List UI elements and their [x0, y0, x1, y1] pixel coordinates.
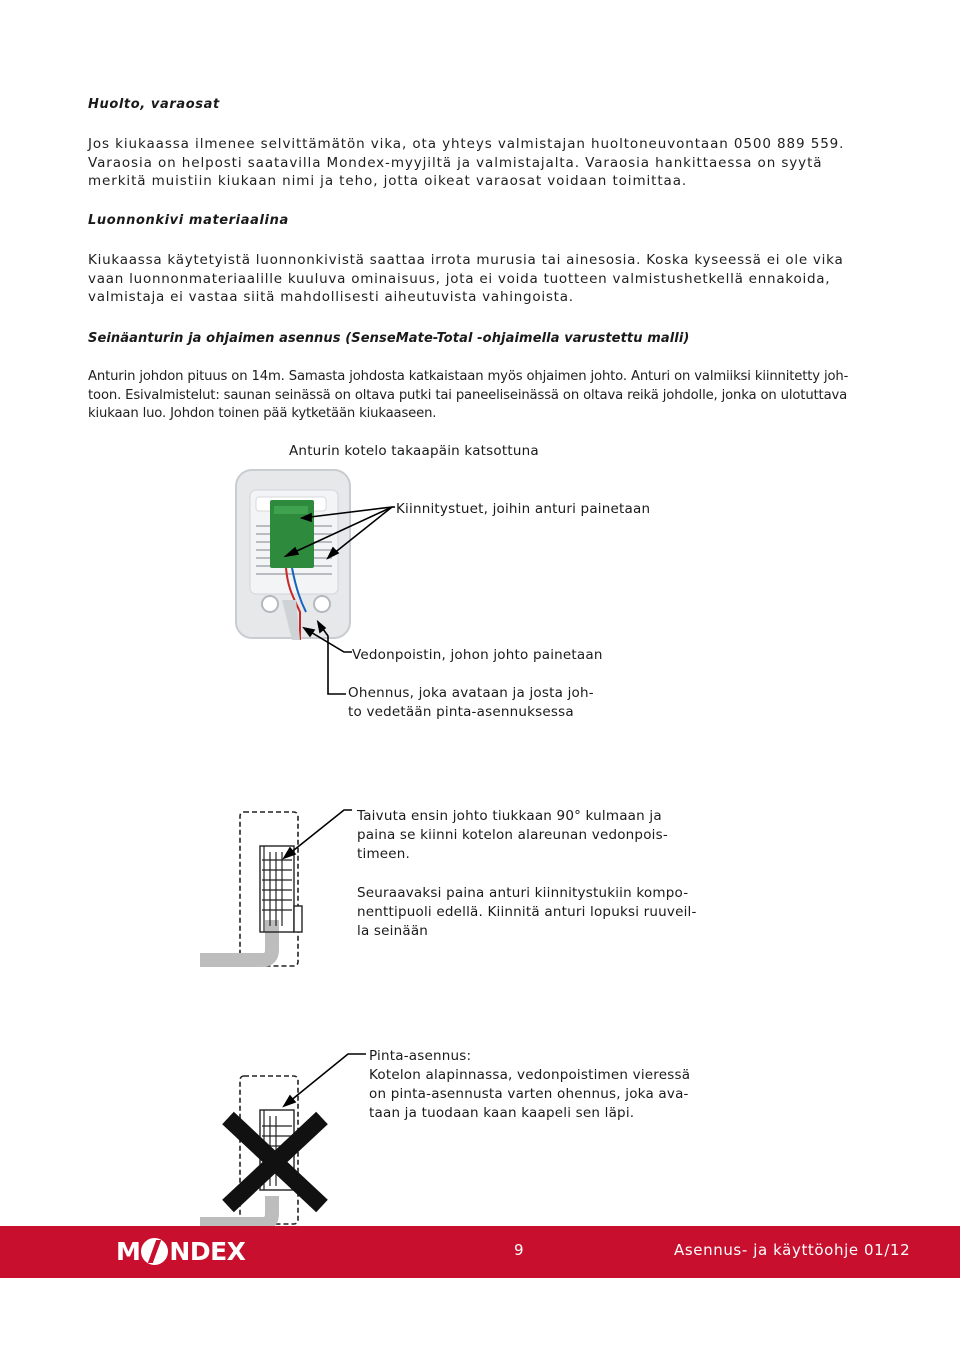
- text-line: Seuraavaksi paina anturi kiinnitystukiin kompo-: [357, 885, 689, 901]
- document-title: Asennus- ja käyttöohje 01/12: [674, 1241, 911, 1259]
- text-line: to vedetään pinta-asennuksessa: [348, 704, 574, 720]
- label-thinning: [348, 684, 594, 722]
- label-supports: Kiinnitystuet, joihin anturi painetaan: [396, 501, 651, 517]
- heading-install: Seinäanturin ja ohjaimen asennus (SenseMate-Total -ohjaimella varustettu malli): [88, 331, 690, 346]
- text-line: Kiukaassa käytetyistä luonnonkivistä saattaa irrota murusia tai ainesosia. Koska kyseessä ei ole vika: [88, 252, 844, 268]
- not-allowed-cross-icon: [228, 1118, 322, 1206]
- text-line: valmistaja ei vastaa siitä mahdollisesti aiheutuvista vahingoista.: [88, 289, 574, 305]
- heading-stone: Luonnonkivi materiaalina: [88, 213, 289, 228]
- figure-title: Anturin kotelo takaapäin katsottuna: [289, 443, 539, 459]
- text-line: merkitä muistiin kiukaan nimi ja teho, jotta oikeat varaosat voidaan toimittaa.: [88, 173, 688, 189]
- wall-step-text-a: [357, 807, 668, 864]
- text-line: toon. Esivalmistelut: saunan seinässä on oltava putki tai paneeliseinässä on oltava reikä johdolle, jonka on ulotuttava: [88, 387, 848, 403]
- text-line: vaan luonnonmateriaalille kuuluva ominaisuus, jota ei voida tuotteen valmistushetkellä ennakoida,: [88, 270, 831, 287]
- text-line: Kotelon alapinnassa, vedonpoistimen vieressä: [369, 1067, 691, 1083]
- logo-text-right: NDEX: [169, 1236, 246, 1266]
- mondex-logo: [116, 1236, 245, 1266]
- callout-wall: [284, 810, 352, 858]
- text-line: Anturin johdon pituus on 14m. Samasta johdosta katkaistaan myös ohjaimen johto. Anturi on valmiiksi kiinnitetty joh-: [88, 369, 849, 384]
- heading-service: Huolto, varaosat: [88, 97, 220, 112]
- text-line: Taivuta ensin johto tiukkaan 90° kulmaan ja: [357, 808, 662, 824]
- text-line: on pinta-asennusta varten ohennus, joka ava-: [369, 1086, 689, 1102]
- callout-surface: [284, 1054, 366, 1106]
- text-line: Jos kiukaassa ilmenee selvittämätön vika, ota yhteys valmistajan huoltoneuvontaan 0500 889 559.: [88, 136, 845, 152]
- label-strain-relief: Vedonpoistin, johon johto painetaan: [352, 647, 603, 663]
- text-line: kiukaan luo. Johdon toinen pää kytketään kiukaaseen.: [88, 406, 437, 421]
- text-line: paina se kiinni kotelon alareunan vedonpois-: [357, 827, 668, 843]
- wall-mount-diagram: [200, 812, 302, 966]
- text-line: taan ja tuodaan kaan kaapeli sen läpi.: [369, 1105, 635, 1121]
- text-line: Ohennus, joka avataan ja josta joh-: [348, 685, 594, 701]
- wall-step-text-b: [357, 884, 697, 941]
- logo-o-icon: [141, 1238, 168, 1265]
- page-number: 9: [514, 1241, 524, 1259]
- logo-text-left: M: [116, 1236, 141, 1266]
- surface-step-text: [369, 1047, 690, 1123]
- text-line: Varaosia on helposti saatavilla Mondex-myyjiltä ja valmistajalta. Varaosia hankittaessa on syytä: [88, 154, 823, 171]
- text-line: la seinään: [357, 923, 429, 939]
- text-line: Pinta-asennus:: [369, 1048, 472, 1064]
- text-line: nenttipuoli edellä. Kiinnitä anturi lopuksi ruuveil-: [357, 904, 697, 920]
- text-line: timeen.: [357, 846, 411, 862]
